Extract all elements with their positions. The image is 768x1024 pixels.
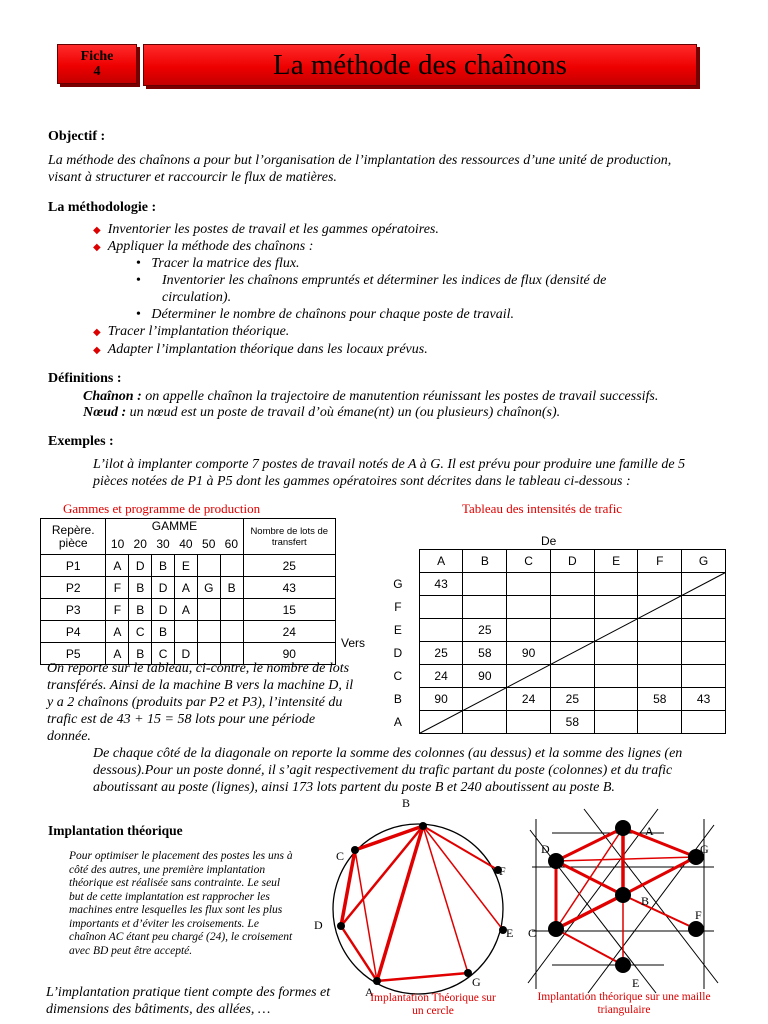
link-ab [377,826,423,981]
link-be [423,826,503,930]
report-text: On reporte sur le tableau, ci-contre, le nombre de lots transférés. Ainsi de la machine B vers la machine D, il y a 2 chaînons (produits par P2 et P3), l’intensité du trafic est de 43 + 15 = 58 lots pour une période donnée. [47,661,354,744]
trafic-cell: 58 [550,711,594,734]
trafic-col-header: C [507,550,551,573]
gammes-header-lots: Nombre de lots de transfert [243,519,336,555]
gammes-op [220,621,243,643]
circle-label: E [506,926,514,940]
gammes-op: A [106,621,129,643]
gammes-op: A [174,599,197,621]
link-ad [341,926,377,981]
gammes-op: B [129,643,152,665]
mesh-link [623,857,696,895]
gammes-op: C [129,621,152,643]
mesh-link [623,828,696,857]
trafic-row-header: G [377,573,419,596]
trafic-cell: 90 [463,665,507,688]
fiche-number: 4 [93,64,101,79]
trafic-row-header: C [377,665,419,688]
circle-label: A [365,985,374,999]
gammes-row [41,599,336,621]
gamme-step: 50 [202,536,216,551]
trafic-col-header: A [419,550,463,573]
link-ac [355,850,377,981]
gammes-op [220,555,243,577]
gammes-op: C [152,643,175,665]
gammes-op: A [106,555,129,577]
gamme-step: 20 [133,536,147,551]
gammes-op: A [174,577,197,599]
mesh-label: G [700,842,709,856]
gamme-step: 40 [179,536,193,551]
gammes-op: B [152,555,175,577]
diagonal-text: De chaque côté de la diagonale on reporte la somme des colonnes (au dessus) et la somme des lignes (en dessous).Pour un poste donné, il s’agit respectivement du trafic partant du poste (colonnes) et du trafic aboutissant au poste (lignes), ainsi 173 lots partent du poste B et 240 aboutissent au poste B. [93,746,683,795]
gammes-op [197,599,220,621]
circle-label: G [472,975,481,989]
caption-maille: Implantation théorique sur une maille triangulaire [537,991,711,1016]
mesh-label: C [528,926,537,940]
fiche-badge [57,44,137,84]
trafic-cell: 58 [638,688,682,711]
node-d [337,922,345,930]
gammes-lots: 24 [243,621,336,643]
gammes-row [41,577,336,599]
gammes-header-piece: Repère. pièce [41,519,106,555]
implantation-text: Pour optimiser le placement des postes les uns à côté des autres, une première implantation théorique est réalisée sans contrainte. Le seul but de cette implantation est rapprocher les machines entre lesquelles les flux sont les plus importants et d’éviter les croisements. Le chaînon AC étant peu chargé (24), le croisement avec BD peut être accepté. [69,850,293,957]
trafic-caption: Tableau des intensités de trafic [462,501,623,516]
gammes-piece: P1 [41,555,106,577]
implantation-heading: Implantation théorique [48,823,183,838]
gammes-caption: Gammes et programme de production [63,501,261,516]
gammes-piece: P4 [41,621,106,643]
mesh-label: B [641,894,650,908]
link-ag [377,973,468,981]
trafic-cell: 25 [463,619,507,642]
trafic-cell: 25 [550,688,594,711]
trafic-row-header: A [377,711,419,734]
trafic-col-header: G [682,550,726,573]
gammes-row [41,621,336,643]
trafic-diagonal [377,549,726,734]
method-item: ◆ Tracer l’implantation théorique. [93,324,290,339]
gammes-op [174,621,197,643]
trafic-col-header: E [594,550,638,573]
trafic-cell: 90 [419,688,463,711]
trafic-de-label: De [541,534,557,548]
gamme-step: 10 [110,536,125,551]
trafic-row-header: E [377,619,419,642]
gammes-lots: 15 [243,599,336,621]
gammes-op: A [106,643,129,665]
method-item: ◆ Appliquer la méthode des chaînons : [93,239,314,254]
gammes-op [197,621,220,643]
trafic-cell: 43 [682,688,726,711]
trafic-cell: 24 [419,665,463,688]
circle-label: F [499,864,506,878]
trafic-col-header: F [638,550,682,573]
gammes-op: B [152,621,175,643]
gammes-piece: P5 [41,643,106,665]
gammes-op: D [152,599,175,621]
gammes-op [220,599,243,621]
circle-diagram [305,795,525,1010]
circle-label: D [314,918,323,932]
gamme-step: 30 [156,536,170,551]
trafic-col-header: B [463,550,507,573]
gamme-step: 60 [224,536,238,551]
objectif-heading: Objectif : [48,129,106,144]
trafic-cell: 43 [419,573,463,596]
method-item: ◆ Adapter l’implantation théorique dans les locaux prévus. [93,342,428,357]
gammes-row [41,555,336,577]
gammes-op: F [106,599,129,621]
method-subitem: • Inventorier les chaînons empruntés et déterminer les indices de flux (densité de circulation). [136,273,607,305]
methodologie-heading: La méthodologie : [48,200,157,215]
mesh-link [623,895,696,929]
method-subitem: • Déterminer le nombre de chaînons pour chaque poste de travail. [136,307,515,322]
mesh-label: F [695,908,702,922]
gammes-header-gamme: GAMME [106,519,243,534]
gammes-op: D [152,577,175,599]
exemples-intro: L’ilot à implanter comporte 7 postes de travail notés de A à G. Il est prévu pour produire une famille de 5 pièces notées de P1 à P5 dont les gammes opératoires sont décrites dans le tableau ci-dessous : [93,457,686,489]
gammes-lots: 43 [243,577,336,599]
definition-chainon: Chaînon : on appelle chaînon la trajectoire de manutention réunissant les postes de travail successifs. [83,389,659,404]
gammes-op [197,555,220,577]
gammes-op: E [174,555,197,577]
definitions-heading: Définitions : [48,371,122,386]
mesh-label: E [632,976,640,990]
gammes-op: B [129,599,152,621]
trafic-cell: 90 [507,642,551,665]
fiche-label: Fiche [80,49,114,64]
mesh-diagram [518,805,733,995]
implantation-pratique: L’implantation pratique tient compte des formes et dimensions des bâtiments, des allées, … [46,985,331,1017]
gammes-lots: 25 [243,555,336,577]
mesh-label: A [645,824,654,838]
node-g [464,969,472,977]
trafic-row-header: D [377,642,419,665]
gammes-op: B [129,577,152,599]
node-a [373,977,381,985]
definition-noeud: Nœud : un nœud est un poste de travail d’où émane(nt) un (ou plusieurs) chaînon(s). [83,405,561,420]
trafic-vers-label: Vers [341,636,366,650]
gammes-table [40,518,336,665]
mesh-link [556,929,623,965]
method-subitem: • Tracer la matrice des flux. [136,256,300,271]
gammes-piece: P2 [41,577,106,599]
gammes-op: D [129,555,152,577]
caption-cercle: Implantation Théorique sur un cercle [370,992,496,1017]
node-c [351,846,359,854]
circle-label: B [402,796,411,810]
trafic-row-header: B [377,688,419,711]
gammes-op: D [174,643,197,665]
mesh-label: D [541,842,550,856]
trafic-col-header: D [550,550,594,573]
gammes-piece: P3 [41,599,106,621]
trafic-cell: 24 [507,688,551,711]
gammes-op: B [220,577,243,599]
method-item: ◆ Inventorier les postes de travail et les gammes opératoires. [93,222,439,237]
trafic-cell: 25 [419,642,463,665]
trafic-cell: 58 [463,642,507,665]
gammes-op: G [197,577,220,599]
mesh-link [556,857,696,861]
node-b [419,822,427,830]
objectif-text: La méthode des chaînons a pour but l’organisation de l’implantation des ressources d’une unité de production, visant à structurer et raccourcir le flux de matières. [48,153,672,185]
trafic-row-header: F [377,596,419,619]
exemples-heading: Exemples : [48,434,114,449]
page-title: La méthode des chaînons [143,44,697,86]
gammes-lots: 90 [243,643,336,665]
circle-label: C [336,849,345,863]
gammes-op: F [106,577,129,599]
